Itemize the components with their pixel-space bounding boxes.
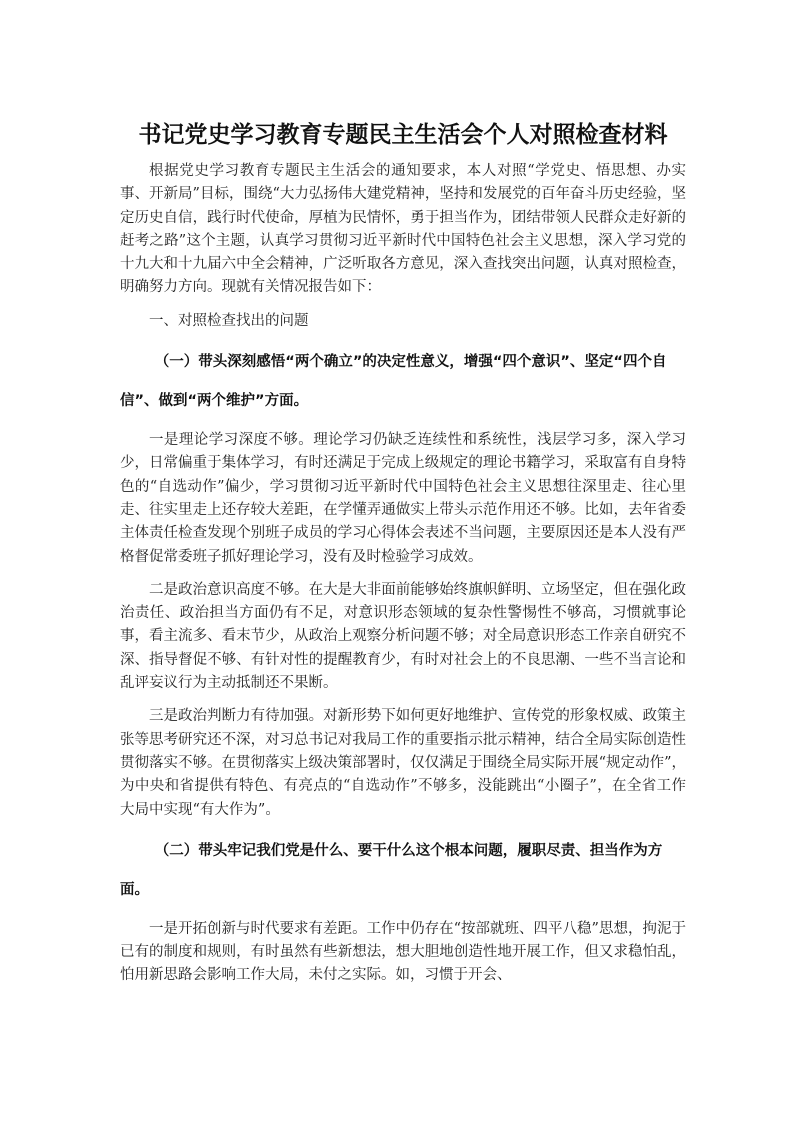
paragraph-political-judgment: 三是政治判断力有待加强。对新形势下如何更好地维护、宣传党的形象权威、政策主张等思考研究还不深，对习总书记对我局工作的重要指示批示精神，结合全局实际创造性贯彻落实不够。在贯彻落实上级决策部署时，仅仅满足于围绕全局实际开展“规定动作”，为中央和省提供有特色、有亮点的“自选动作”不够多，没能跳出“小圈子”，在全省工作大局中实现“有大作为”。 [120, 708, 686, 818]
paragraph-political-awareness: 二是政治意识高度不够。在大是大非面前能够始终旗帜鲜明、立场坚定，但在强化政治责任、政治担当方面仍有不足，对意识形态领域的复杂性警惕性不够高，习惯就事论事，看主流多、看末节少，从政治上观察分析问题不够；对全局意识形态工作亲自研究不深、指导督促不够、有针对性的提醒教育少，有时对社会上的不良思潮、一些不当言论和乱评妄议行为主动抵制还不果断。 [120, 581, 686, 692]
section-heading-problems: 一、对照检查找出的问题 [149, 312, 309, 329]
document-title: 书记党史学习教育专题民主生活会个人对照检查材料 [138, 122, 668, 148]
document-body [120, 118, 686, 998]
subsection-heading-2: （二）带头牢记我们党是什么、要干什么这个根本问题，履职尽责、担当作为方面。 [120, 842, 663, 898]
paragraph-innovation: 一是开拓创新与时代要求有差距。工作中仍存在“按部就班、四平八稳”思想，拘泥于已有的制度和规则，有时虽然有些新想法，想大胆地创造性地开展工作，但又求稳怕乱，怕用新思路会影响工作大局，未付之实际。如，习惯于开会、 [120, 920, 686, 984]
intro-paragraph: 根据党史学习教育专题民主生活会的通知要求，本人对照“学党史、悟思想、办实事、开新局”目标，围绕“大力弘扬伟大建党精神，坚持和发展党的百年奋斗历史经验，坚定历史自信，践行时代使命，厚植为民情怀，勇于担当作为，团结带领人民群众走好新的赶考之路”这个主题，认真学习贯彻习近平新时代中国特色社会主义思想，深入学习党的十九大和十九届六中全会精神，广泛听取各方意见，深入查找突出问题，认真对照检查，明确努力方向。现就有关情况报告如下： [120, 163, 686, 296]
subsection-heading-1: （一）带头深刻感悟“两个确立”的决定性意义，增强“四个意识”、坚定“四个自信”、做到“两个维护”方面。 [120, 354, 667, 410]
paragraph-theory-study: 一是理论学习深度不够。理论学习仍缺乏连续性和系统性，浅层学习多，深入学习少，日常偏重于集体学习，有时还满足于完成上级规定的理论书籍学习，采取富有自身特色的“自选动作”偏少，学习贯彻习近平新时代中国特色社会主义思想往深里走、往心里走、往实里走上还存较大差距，在学懂弄通做实上带头示范作用还不够。比如，去年省委主体责任检查发现个别班子成员的学习心得体会表述不当问题，主要原因还是本人没有严格督促常委班子抓好理论学习，没有及时检验学习成效。 [120, 432, 686, 565]
